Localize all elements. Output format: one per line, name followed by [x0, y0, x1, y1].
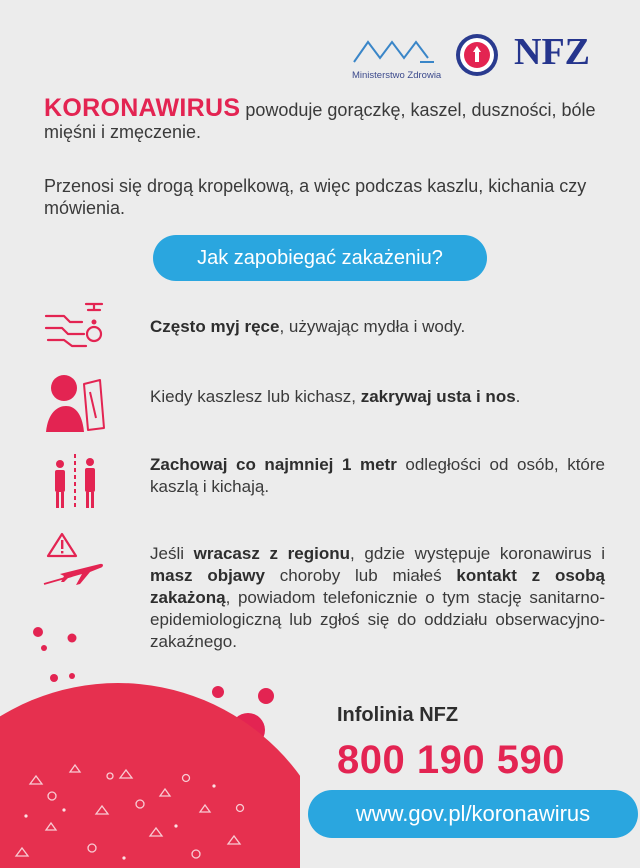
hand-washing-icon — [42, 298, 110, 366]
state-sanitary-inspection-seal-icon — [454, 32, 500, 78]
tip-cover-cough-end: . — [515, 387, 521, 406]
social-distance-icon — [42, 450, 110, 518]
tip-travel-text-4: , powiadom telefonicznie o tym stację sanitarno-epidemiologiczną lub zgłoś się do oddziału obserwacyjno-zakaźnego. — [150, 588, 605, 651]
ministry-of-health-logo-icon — [350, 32, 436, 90]
tip-travel-text-2: , gdzie występuje koronawirus i — [349, 544, 606, 563]
infoline-phone-number[interactable]: 800 190 590 — [337, 738, 565, 782]
tip-travel-text-1: Jeśli — [150, 544, 194, 563]
tip-travel-bold-1: wracasz z regionu — [193, 544, 350, 563]
prevention-heading-button: Jak zapobiegać zakażeniu? — [153, 235, 487, 281]
ministry-caption: Ministerstwo Zdrowia — [352, 70, 442, 81]
infoline-label: Infolinia NFZ — [337, 704, 459, 726]
nfz-logo: NFZ — [514, 31, 590, 73]
transmission-paragraph: Przenosi się drogą kropelkową, a więc podczas kaszlu, kichania czy mówienia. — [44, 176, 587, 218]
cover-cough-icon — [42, 368, 110, 436]
tip-travel-bold-3: kontakt z osobą zakażoną — [150, 566, 606, 607]
intro-symptoms-text: powoduje gorączkę, kaszel, duszności, bóle mięśni i zmęczenie. — [44, 100, 596, 142]
travel-warning-icon — [42, 530, 110, 598]
website-link[interactable]: www.gov.pl/koronawirus — [308, 790, 638, 838]
tip-cover-cough-bold: zakrywaj usta i nos — [360, 387, 516, 406]
tip-travel-bold-2: masz objawy — [150, 566, 265, 585]
virus-illustration-icon — [0, 600, 300, 868]
tip-social-distance — [150, 454, 605, 498]
tip-hand-washing-text: , używając mydła i wody. — [279, 317, 466, 336]
tip-cover-cough — [150, 386, 605, 408]
tip-travel-text-3: choroby lub miałeś — [264, 566, 457, 585]
tip-cover-cough-text: Kiedy kaszlesz lub kichasz, — [150, 387, 361, 406]
intro-paragraph — [44, 94, 609, 143]
coronavirus-keyword: KORONAWIRUS — [44, 94, 241, 122]
tip-hand-washing-bold: Często myj ręce — [150, 317, 280, 336]
tip-social-distance-bold: Zachowaj co najmniej 1 metr — [150, 455, 397, 474]
tip-hand-washing — [150, 316, 605, 338]
tip-social-distance-text: odległości od osób, które kaszlą i kichają. — [150, 455, 605, 496]
